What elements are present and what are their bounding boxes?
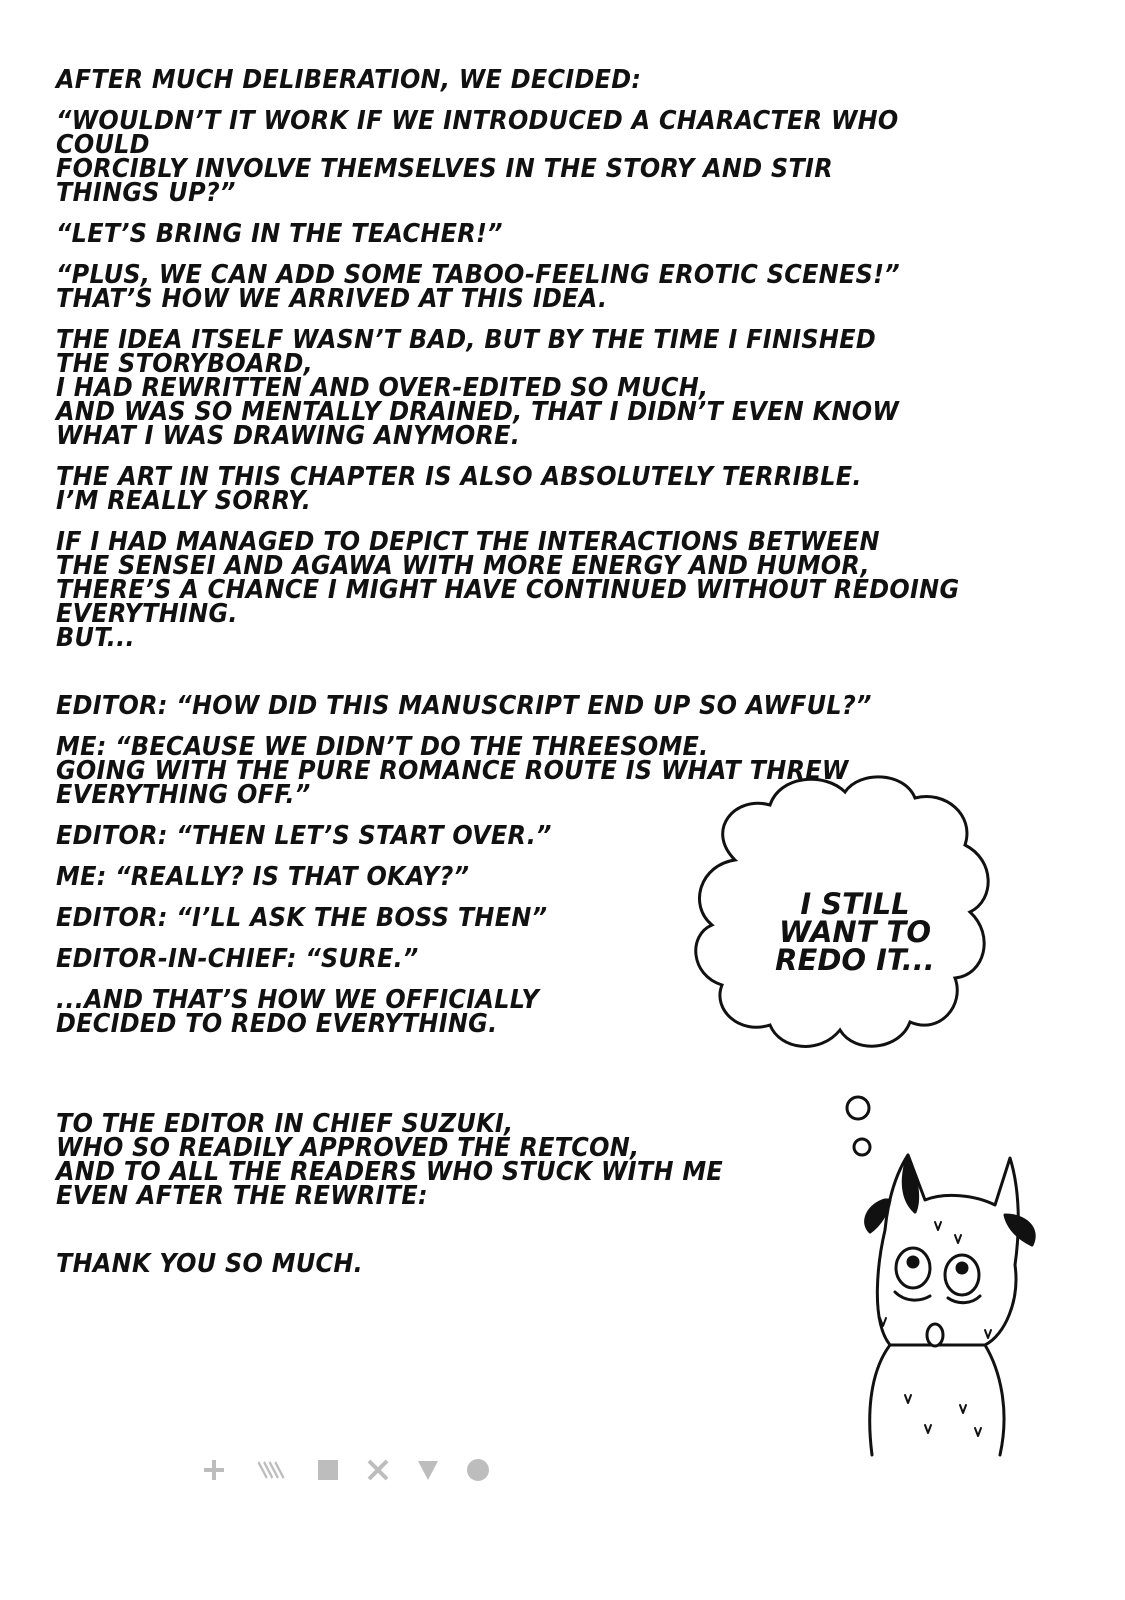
paragraph: “WOULDN’T IT WORK IF WE INTRODUCED A CHARACTER WHO COULD FORCIBLY INVOLVE THEMSELVES IN THE STORY AND STIR THINGS UP?” — [56, 106, 899, 208]
triangle-down-icon — [414, 1456, 442, 1484]
dedication: TO THE EDITOR IN CHIEF SUZUKI, WHO SO READILY APPROVED THE RETCON, AND TO ALL THE READERS WHO STUCK WITH ME EVEN AFTER THE REWRITE: — [56, 1109, 724, 1211]
thought-bubble-text: I STILL WANT TO REDO IT... — [775, 887, 935, 977]
paragraph: ...AND THAT’S HOW WE OFFICIALLY DECIDED TO REDO EVERYTHING. — [56, 985, 540, 1039]
dialogue-line: ME: “BECAUSE WE DIDN’T DO THE THREESOME. GOING WITH THE PURE ROMANCE ROUTE IS WHAT THREW EVERYTHING OFF.” — [56, 732, 849, 810]
dialogue-line: EDITOR: “THEN LET’S START OVER.” — [56, 821, 552, 851]
paragraph: “PLUS, WE CAN ADD SOME TABOO-FEELING EROTIC SCENES!” THAT’S HOW WE ARRIVED AT THIS IDEA. — [56, 260, 900, 314]
paragraph: AFTER MUCH DELIBERATION, WE DECIDED: — [56, 65, 642, 95]
dialogue-line: EDITOR: “I’LL ASK THE BOSS THEN” — [56, 903, 548, 933]
plus-icon — [200, 1456, 228, 1484]
paragraph: THE IDEA ITSELF WASN’T BAD, BUT BY THE TIME I FINISHED THE STORYBOARD, I HAD REWRITTEN AND OVER-EDITED SO MUCH, AND WAS SO MENTALLY DRAINED, THAT I DIDN’T EVEN KNOW WHAT I WAS DRAWING ANYMORE. — [56, 325, 900, 451]
paragraph: THE ART IN THIS CHAPTER IS ALSO ABSOLUTELY TERRIBLE. I’M REALLY SORRY. — [56, 462, 862, 516]
hatch-lines-icon — [250, 1456, 292, 1484]
cross-icon — [364, 1456, 392, 1484]
paragraph: IF I HAD MANAGED TO DEPICT THE INTERACTIONS BETWEEN THE SENSEI AND AGAWA WITH MORE ENERGY AND HUMOR, THERE’S A CHANCE I MIGHT HAVE CONTINUED WITHOUT REDOING EVERYTHING. BUT... — [56, 527, 960, 653]
circle-icon — [464, 1456, 492, 1484]
symbol-row — [200, 1452, 492, 1488]
paragraph: “LET’S BRING IN THE TEACHER!” — [56, 219, 503, 249]
afterword-text — [56, 65, 1056, 1293]
dialogue-line: EDITOR-IN-CHIEF: “SURE.” — [56, 944, 419, 974]
square-icon — [314, 1456, 342, 1484]
thank-you: THANK YOU SO MUCH. — [56, 1249, 364, 1279]
dialogue-line: EDITOR: “HOW DID THIS MANUSCRIPT END UP SO AWFUL?” — [56, 691, 872, 721]
dialogue-line: ME: “REALLY? IS THAT OKAY?” — [56, 862, 470, 892]
